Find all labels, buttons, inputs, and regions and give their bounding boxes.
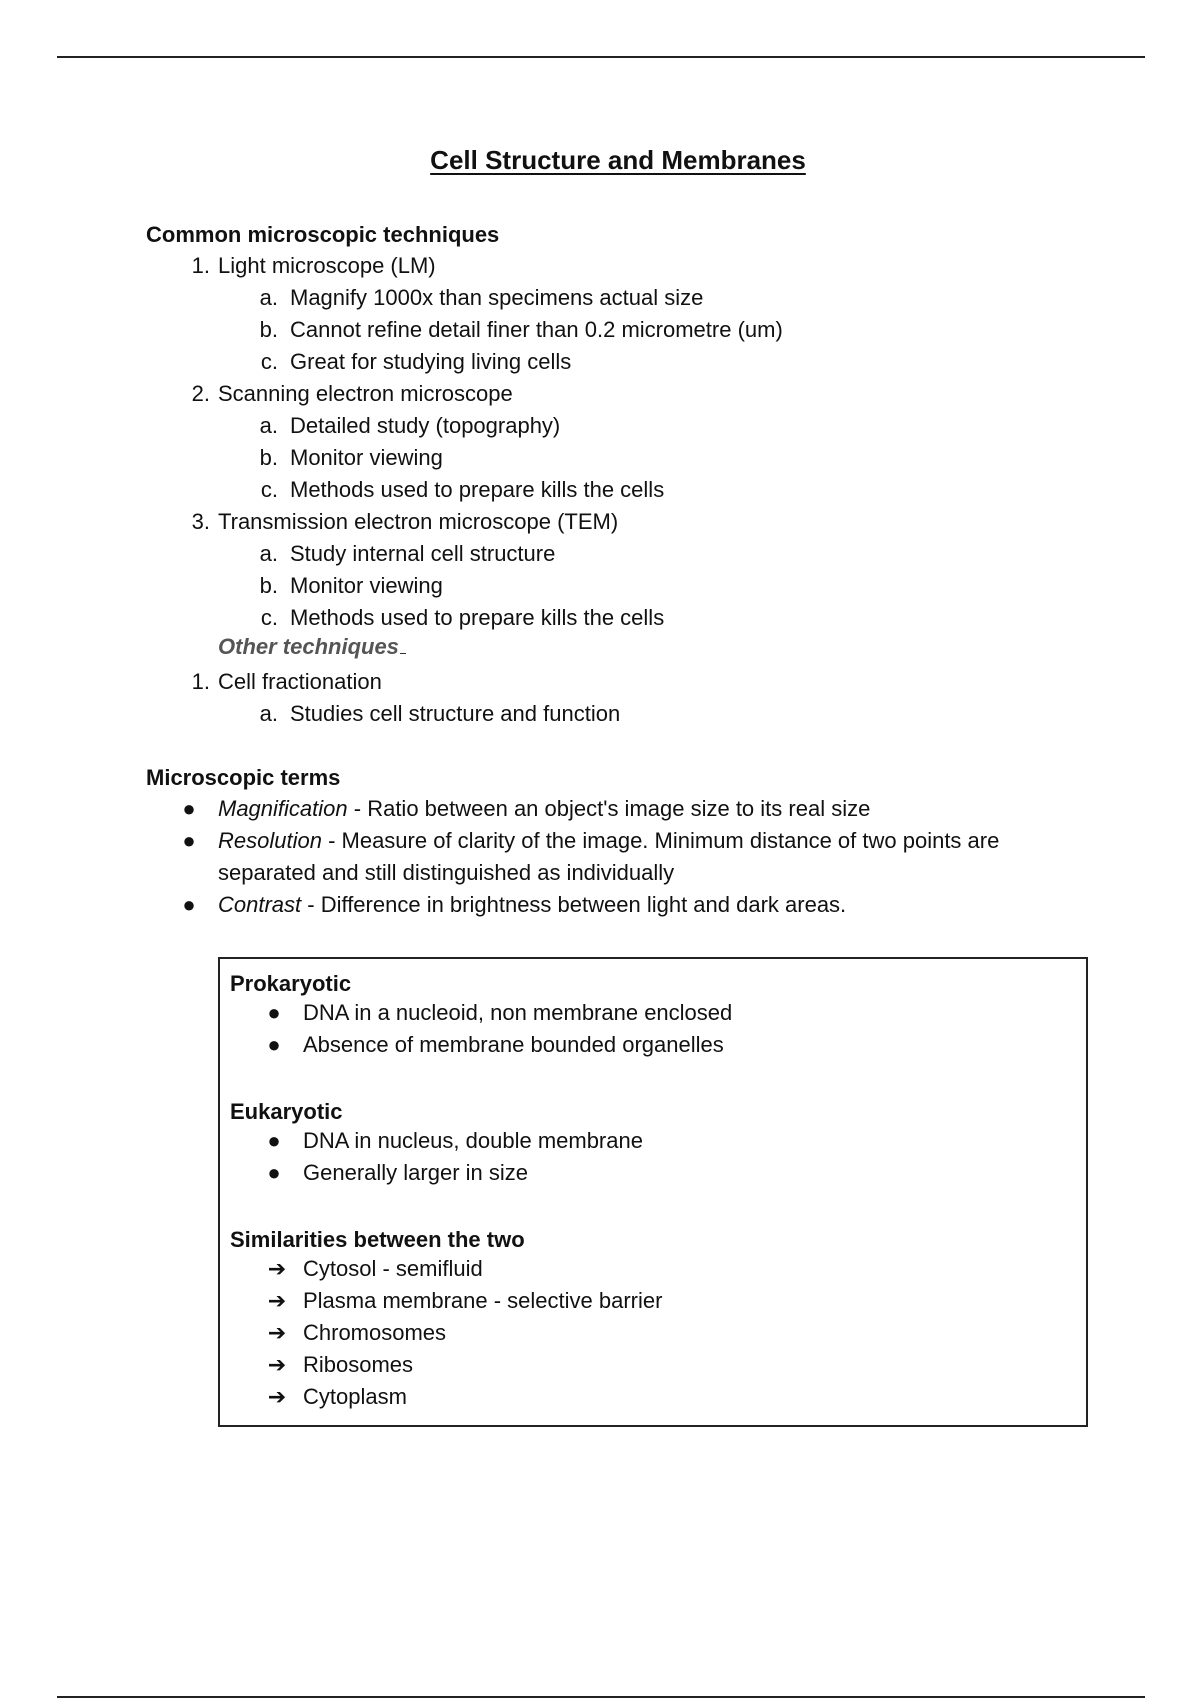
- list-item: [267, 1349, 414, 1381]
- technique-label: Cell fractionation: [218, 669, 382, 694]
- list-item-text: Cytosol - semifluid: [303, 1256, 483, 1281]
- list-item-text: Plasma membrane - selective barrier: [303, 1288, 663, 1313]
- list-item-text: Generally larger in size: [303, 1160, 528, 1185]
- technique-item: [191, 378, 513, 410]
- list-item-text: Ribosomes: [303, 1352, 414, 1377]
- list-item: [267, 1253, 483, 1285]
- bullet-icon: ●: [182, 892, 196, 917]
- technique-subitem: [259, 314, 783, 346]
- subitem-text: Monitor viewing: [290, 445, 443, 470]
- list-item-text: Chromosomes: [303, 1320, 447, 1345]
- technique-label: Light microscope (LM): [218, 253, 436, 278]
- subitem-text: Methods used to prepare kills the cells: [290, 605, 665, 630]
- list-number: 1.: [191, 669, 210, 694]
- term-name: Resolution: [218, 828, 322, 853]
- list-item: [267, 1317, 447, 1349]
- technique-label: Transmission electron microscope (TEM): [218, 509, 619, 534]
- list-item: [267, 1029, 724, 1061]
- bullet-icon: ●: [182, 828, 196, 853]
- term-item: [182, 889, 1098, 921]
- list-item-text: DNA in nucleus, double membrane: [303, 1128, 643, 1153]
- list-item: [267, 1381, 407, 1413]
- terms-heading: Microscopic terms: [146, 765, 341, 790]
- subitem-text: Studies cell structure and function: [290, 701, 621, 726]
- technique-label: Scanning electron microscope: [218, 381, 513, 406]
- technique-subitem: [260, 602, 665, 634]
- list-letter: a.: [259, 285, 278, 310]
- list-letter: b.: [259, 445, 278, 470]
- arrow-icon: ➔: [267, 1352, 287, 1377]
- bullet-icon: ●: [267, 1160, 281, 1185]
- technique-item: [191, 666, 382, 698]
- term-item: [182, 825, 1098, 857]
- arrow-icon: ➔: [267, 1320, 287, 1345]
- subitem-text: Study internal cell structure: [290, 541, 556, 566]
- technique-subitem: [259, 538, 556, 570]
- technique-subitem: [260, 474, 665, 506]
- technique-subitem: [259, 570, 443, 602]
- subitem-text: Methods used to prepare kills the cells: [290, 477, 665, 502]
- bullet-icon: ●: [267, 1032, 281, 1057]
- subitem-text: Magnify 1000x than specimens actual size: [290, 285, 704, 310]
- list-letter: b.: [259, 317, 278, 342]
- list-item-text: Cytoplasm: [303, 1384, 407, 1409]
- list-item: [267, 1157, 528, 1189]
- term-name: Magnification: [218, 796, 348, 821]
- term-definition: - Measure of clarity of the image. Minimum distance of two points are: [321, 828, 1000, 853]
- bottom-rule: [57, 1696, 1145, 1698]
- list-letter: a.: [259, 541, 278, 566]
- term-definition: separated and still distinguished as individually: [218, 860, 675, 885]
- subitem-text: Cannot refine detail finer than 0.2 micrometre (um): [290, 317, 783, 342]
- other-techniques-heading: Other techniques: [218, 634, 406, 660]
- technique-subitem: [259, 698, 621, 730]
- technique-subitem: [260, 346, 572, 378]
- page-title: Cell Structure and Membranes: [430, 145, 806, 175]
- top-rule: [57, 56, 1145, 58]
- term-name: Contrast: [218, 892, 302, 917]
- list-letter: a.: [259, 701, 278, 726]
- subitem-text: Detailed study (topography): [290, 413, 561, 438]
- arrow-icon: ➔: [267, 1256, 287, 1281]
- subitem-text: Great for studying living cells: [290, 349, 572, 374]
- similarities-heading: Similarities between the two: [230, 1227, 525, 1252]
- prokaryotic-heading: Prokaryotic: [230, 971, 352, 996]
- arrow-icon: ➔: [267, 1288, 287, 1313]
- list-number: 2.: [191, 381, 210, 406]
- list-item-text: DNA in a nucleoid, non membrane enclosed: [303, 1000, 733, 1025]
- bullet-icon: ●: [267, 1000, 281, 1025]
- comparison-box: [218, 957, 1088, 1427]
- techniques-heading: Common microscopic techniques: [146, 222, 500, 247]
- term-definition: - Difference in brightness between light and dark areas.: [301, 892, 847, 917]
- technique-subitem: [259, 282, 704, 314]
- technique-item: [191, 506, 619, 538]
- list-letter: c.: [260, 605, 278, 630]
- list-letter: a.: [259, 413, 278, 438]
- list-item: [267, 997, 733, 1029]
- term-item: [182, 793, 1098, 825]
- technique-item: [191, 250, 436, 282]
- eukaryotic-heading: Eukaryotic: [230, 1099, 343, 1124]
- list-item-text: Absence of membrane bounded organelles: [303, 1032, 724, 1057]
- technique-subitem: [259, 410, 561, 442]
- bullet-icon: ●: [182, 796, 196, 821]
- list-letter: c.: [260, 477, 278, 502]
- list-number: 3.: [191, 509, 210, 534]
- bullet-icon: ●: [267, 1128, 281, 1153]
- term-continuation: [218, 857, 1098, 889]
- list-letter: c.: [260, 349, 278, 374]
- term-definition: - Ratio between an object's image size to its real size: [347, 796, 871, 821]
- arrow-icon: ➔: [267, 1384, 287, 1409]
- list-letter: b.: [259, 573, 278, 598]
- list-number: 1.: [191, 253, 210, 278]
- list-item: [267, 1125, 643, 1157]
- list-item: [267, 1285, 663, 1317]
- subitem-text: Monitor viewing: [290, 573, 443, 598]
- technique-subitem: [259, 442, 443, 474]
